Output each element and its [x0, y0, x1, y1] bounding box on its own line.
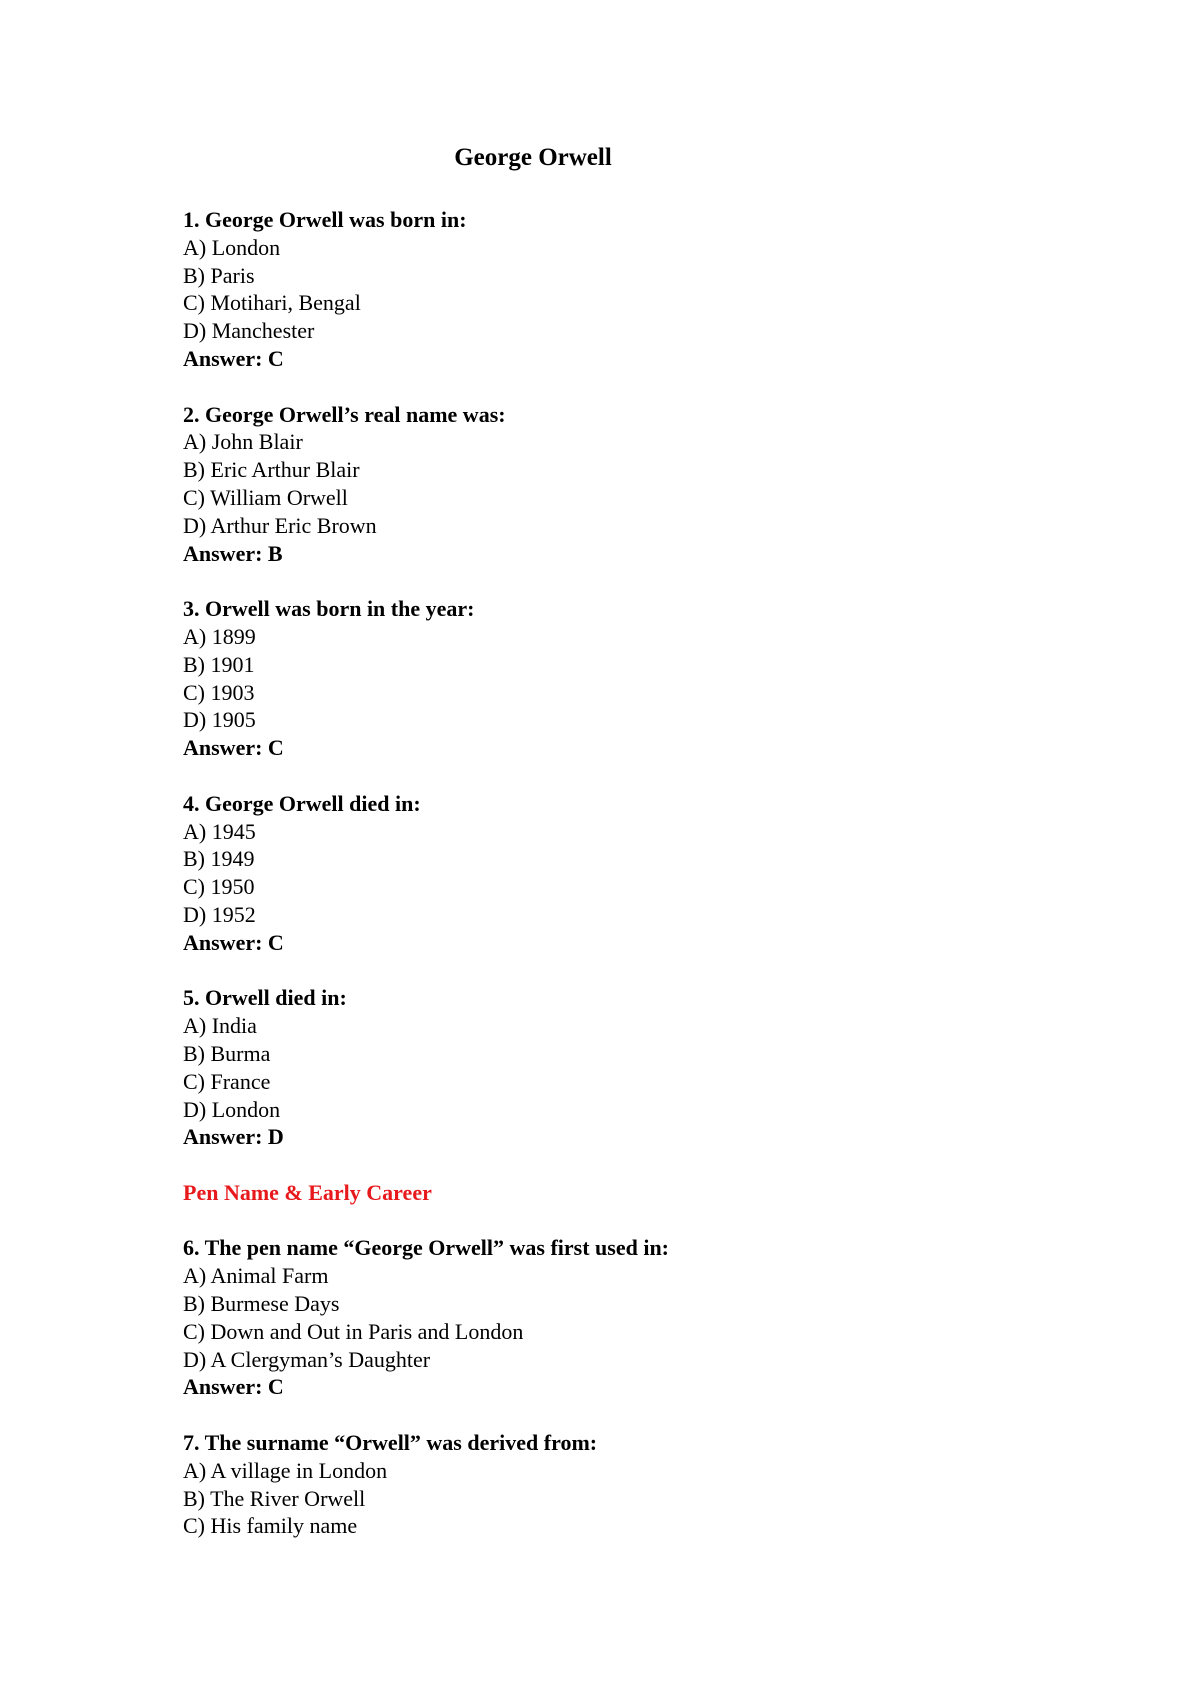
correct-answer: Answer: B — [183, 540, 283, 566]
answer-option: D) Manchester — [183, 318, 315, 344]
answer-option: D) London — [183, 1096, 281, 1122]
spacer — [183, 567, 1083, 595]
answer-option: C) 1903 — [183, 679, 255, 705]
answer-option: B) Eric Arthur Blair — [183, 457, 360, 483]
question-block — [183, 401, 1083, 568]
answer-option: B) 1901 — [183, 651, 255, 677]
answer-option: C) Motihari, Bengal — [183, 290, 361, 316]
answer-option: A) London — [183, 234, 281, 260]
question-block — [183, 1429, 1083, 1540]
question-prompt: 7. The surname “Orwell” was derived from: — [183, 1430, 598, 1456]
document-body — [183, 206, 1083, 1540]
answer-option: C) 1950 — [183, 874, 255, 900]
document-title: George Orwell — [454, 144, 612, 171]
question-prompt: 2. George Orwell’s real name was: — [183, 401, 506, 427]
correct-answer: Answer: C — [183, 929, 284, 955]
answer-option: A) John Blair — [183, 429, 303, 455]
question-block — [183, 984, 1083, 1151]
correct-answer: Answer: C — [183, 1374, 284, 1400]
answer-option: A) 1945 — [183, 818, 256, 844]
answer-option: B) The River Orwell — [183, 1485, 366, 1511]
question-block — [183, 595, 1083, 762]
question-prompt: 4. George Orwell died in: — [183, 790, 421, 816]
correct-answer: Answer: D — [183, 1124, 284, 1150]
spacer — [183, 373, 1083, 401]
answer-option: D) 1905 — [183, 707, 256, 733]
question-prompt: 1. George Orwell was born in: — [183, 207, 467, 232]
correct-answer: Answer: C — [183, 735, 284, 761]
answer-option: D) 1952 — [183, 901, 256, 927]
spacer — [183, 1151, 1083, 1179]
answer-option: C) Down and Out in Paris and London — [183, 1318, 524, 1344]
answer-option: D) Arthur Eric Brown — [183, 512, 377, 538]
correct-answer: Answer: C — [183, 345, 284, 371]
answer-option: C) William Orwell — [183, 484, 348, 510]
question-block — [183, 206, 1083, 373]
spacer — [183, 1207, 1083, 1235]
answer-option: A) Animal Farm — [183, 1263, 329, 1289]
spacer — [183, 762, 1083, 790]
answer-option: A) 1899 — [183, 623, 256, 649]
spacer — [183, 957, 1083, 985]
answer-option: B) Paris — [183, 262, 255, 288]
answer-option: B) Burmese Days — [183, 1291, 340, 1317]
answer-option: B) Burma — [183, 1040, 271, 1066]
answer-option: D) A Clergyman’s Daughter — [183, 1346, 431, 1372]
question-prompt: 5. Orwell died in: — [183, 985, 347, 1011]
answer-option: C) France — [183, 1068, 271, 1094]
question-block — [183, 790, 1083, 957]
answer-option: C) His family name — [183, 1513, 358, 1539]
answer-option: A) A village in London — [183, 1457, 388, 1483]
section-heading: Pen Name & Early Career — [183, 1179, 432, 1205]
question-prompt: 3. Orwell was born in the year: — [183, 596, 475, 622]
answer-option: B) 1949 — [183, 846, 255, 872]
question-block — [183, 1234, 1083, 1401]
question-prompt: 6. The pen name “George Orwell” was first used in: — [183, 1235, 670, 1261]
answer-option: A) India — [183, 1013, 257, 1039]
spacer — [183, 1401, 1083, 1429]
